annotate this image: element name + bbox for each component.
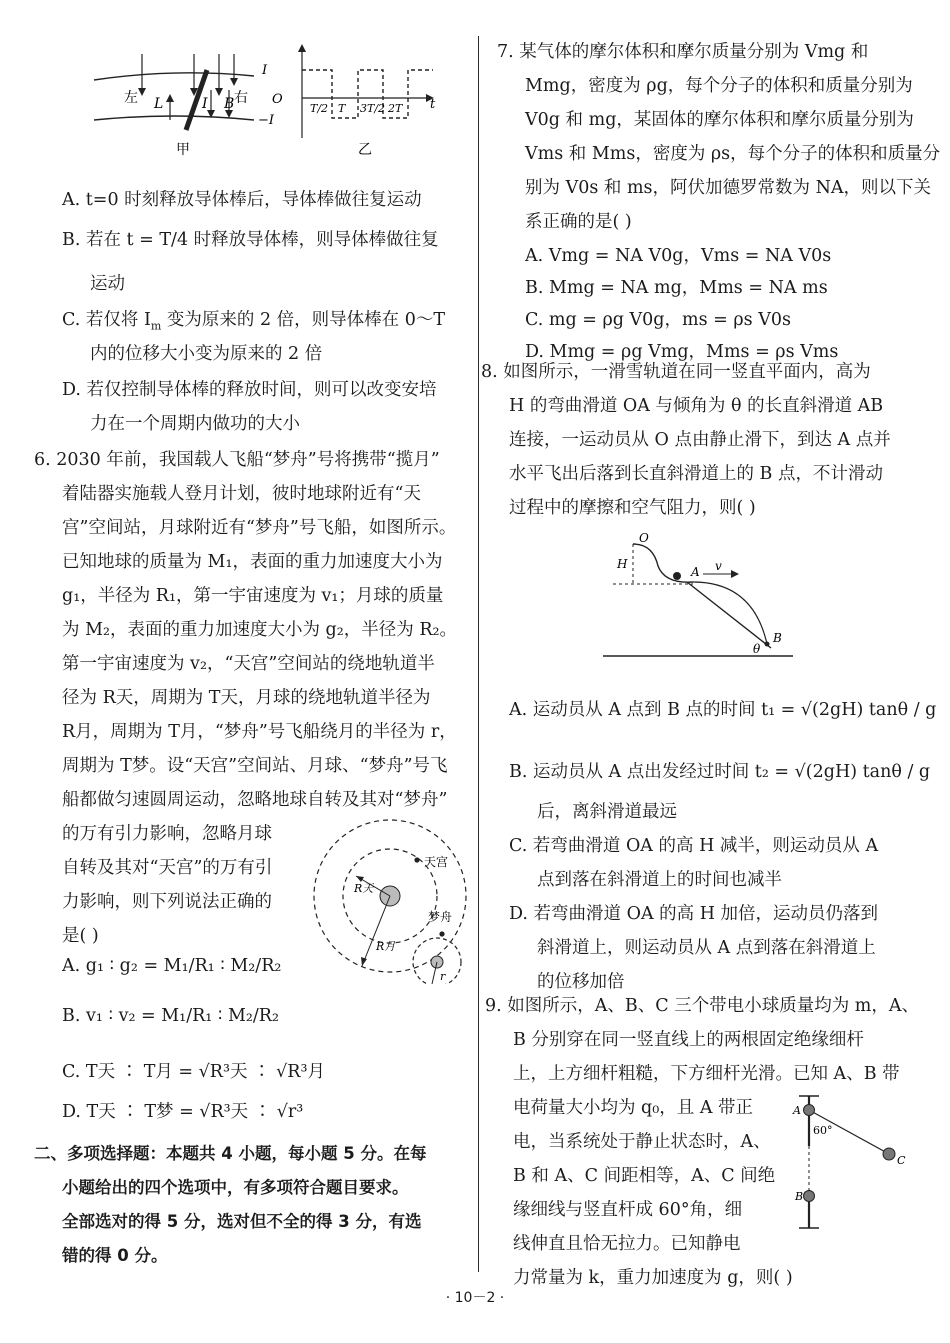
- q8-option-d: D. 若弯曲滑道 OA 的高 H 加倍，运动员仍落到: [509, 904, 879, 924]
- fig-right-label: 右: [234, 90, 248, 106]
- figure-yi-caption: 乙: [358, 142, 372, 158]
- q7-line: 系正确的是( ): [525, 212, 632, 232]
- q5-option-d: D. 若仅控制导体棒的释放时间，则可以改变安培: [62, 380, 437, 400]
- axis-Im: I: [262, 63, 268, 78]
- q5-options: [62, 184, 472, 442]
- q6-line: 周期为 T梦。设“天宫”空间站、月球、“梦舟”号飞: [62, 756, 448, 776]
- orbit-label-Rtian: R天: [354, 882, 374, 895]
- q7-option-a: A. Vmg = NA V0g，Vms = NA V0s: [525, 246, 832, 266]
- charge-label-A: A: [793, 1104, 801, 1117]
- tick-T: T: [338, 102, 346, 115]
- ski-label-v: v: [715, 559, 722, 573]
- ski-label-H: H: [617, 557, 628, 571]
- ski-label-O: O: [639, 531, 649, 545]
- q6-line: 径为 R天，周期为 T天，月球的绕地轨道半径为: [62, 688, 431, 708]
- q5-option-c-part1: C. 若仅将 I: [62, 310, 151, 330]
- question-8: [481, 356, 927, 526]
- question-7: [497, 36, 941, 368]
- q6-option-c: C. T天 ∶ T月 = √R³天 ∶ √R³月: [62, 1062, 325, 1082]
- column-divider: [478, 36, 479, 1272]
- fig-I-label: I: [202, 96, 208, 112]
- q8-options: [509, 694, 937, 1000]
- q9-line: 电荷量大小均为 q₀，且 A 带正: [513, 1098, 754, 1118]
- q7-line: 7. 某气体的摩尔体积和摩尔质量分别为 Vmg 和: [497, 42, 869, 62]
- q7-option-d: D. Mmg = ρg Vmg，Mms = ρs Vms: [525, 342, 839, 362]
- axis-neg-Im: −I: [258, 113, 275, 128]
- q5-option-c-part2: 变为原来的 2 倍，则导体棒在 0～T: [166, 310, 446, 330]
- q8-line: 水平飞出后落到长直斜滑道上的 B 点，不计滑动: [509, 464, 883, 484]
- fig-L-label: L: [154, 96, 164, 112]
- q7-option-b: B. Mmg = NA mg，Mms = NA ms: [525, 278, 828, 298]
- q6-line: 是( ): [62, 926, 99, 946]
- q6-line: R月，周期为 T月，“梦舟”号飞船绕月的半径为 r，: [62, 722, 457, 742]
- section-2-line: 错的得 0 分。: [62, 1246, 168, 1265]
- q6-line: 着陆器实施载人登月计划，彼时地球附近有“天: [62, 484, 421, 504]
- q6-line: 为 M₂，表面的重力加速度大小为 g₂，半径为 R₂。: [62, 620, 458, 640]
- orbit-label-r: r: [440, 970, 446, 983]
- q6-line: 船都做匀速圆周运动，忽略地球自转及其对“梦舟”: [62, 790, 448, 810]
- q6-option-b: B. v₁ ∶ v₂ = M₁/R₁ ∶ M₂/R₂: [62, 1006, 279, 1026]
- orbit-label-mengzhou: 梦舟: [428, 910, 453, 924]
- q9-line: B 分别穿在同一竖直线上的两根固定绝缘细杆: [513, 1030, 864, 1050]
- q5-option-b: B. 若在 t = T/4 时释放导体棒，则导体棒做往复: [62, 230, 439, 250]
- q5-option-c: C. 若仅将 $I_m$ 变为原来的 2 倍，则导体棒在 0～T: [62, 310, 446, 333]
- q7-line: 别为 V0s 和 ms，阿伏加德罗常数为 NA，则以下关: [525, 178, 932, 198]
- q9-line: 9. 如图所示，A、B、C 三个带电小球质量均为 m，A、: [485, 996, 920, 1016]
- q5-option-c-cont: 内的位移大小变为原来的 2 倍: [90, 344, 323, 364]
- section-2-line: 全部选对的得 5 分，选对但不全的得 3 分，有选: [62, 1212, 422, 1231]
- q6-options: [62, 950, 362, 1136]
- section-2-line: 小题给出的四个选项中，有多项符合题目要求。: [62, 1178, 409, 1197]
- ski-label-B: B: [773, 631, 782, 645]
- q8-line: 过程中的摩擦和空气阻力，则( ): [509, 498, 756, 518]
- q9-line: 力常量为 k，重力加速度为 g，则( ): [513, 1268, 793, 1288]
- q9-line: 上，上方细杆粗糙，下方细杆光滑。已知 A、B 带: [513, 1064, 900, 1084]
- q6-option-a: A. g₁ ∶ g₂ = M₁/R₁ ∶ M₂/R₂: [62, 956, 282, 976]
- tick-2T: 2T: [388, 102, 403, 115]
- q6-line: g₁，半径为 R₁，第一宇宙速度为 v₁；月球的质量: [62, 586, 444, 606]
- tick-T2: T/2: [310, 102, 329, 115]
- q6-option-d: D. T天 ∶ T梦 = √R³天 ∶ √r³: [62, 1102, 304, 1122]
- axis-O: O: [272, 92, 283, 107]
- q9-line: 缘细线与竖直杆成 60°角，细: [513, 1200, 743, 1220]
- charge-angle: 60°: [813, 1124, 833, 1137]
- fig-left-label: 左: [124, 90, 138, 106]
- charge-label-B: B: [795, 1190, 804, 1203]
- q9-line: B 和 A、C 间距相等，A、C 间绝: [513, 1166, 776, 1186]
- figure-yi: [258, 42, 438, 160]
- q7-line: Mmg，密度为 ρg，每个分子的体积和质量分别为: [525, 76, 913, 96]
- page-number: · 10－2 ·: [445, 1290, 505, 1306]
- section-2-line: 二、多项选择题：本题共 4 小题，每小题 5 分。在每: [34, 1144, 427, 1163]
- q8-option-d-cont: 的位移加倍: [537, 972, 625, 992]
- q6-line: 已知地球的质量为 M₁，表面的重力加速度大小为: [62, 552, 443, 572]
- q8-option-c: C. 若弯曲滑道 OA 的高 H 减半，则运动员从 A: [509, 836, 879, 856]
- q6-line: 力影响，则下列说法正确的: [62, 892, 272, 912]
- fig-B-label: B: [224, 96, 235, 112]
- q8-option-d-cont: 斜滑道上，则运动员从 A 点到落在斜滑道上: [537, 938, 876, 958]
- q6-line: 第一宇宙速度为 v₂，“天宫”空间站的绕地轨道半: [62, 654, 435, 674]
- q8-line: 连接，一运动员从 O 点由静止滑下，到达 A 点并: [509, 430, 891, 450]
- orbit-label-Ryue: R月: [376, 940, 396, 953]
- q8-option-b: B. 运动员从 A 点出发经过时间 t₂ = √(2gH) tanθ / g: [509, 762, 931, 782]
- ski-figure: [603, 526, 803, 666]
- q8-option-b-cont: 后，离斜滑道最远: [537, 802, 677, 822]
- q7-option-c: C. mg = ρg V0g，ms = ρs V0s: [525, 310, 791, 330]
- charge-label-C: C: [897, 1154, 906, 1167]
- q5-option-d-cont: 力在一个周期内做功的大小: [90, 414, 300, 434]
- q7-line: V0g 和 mg，某固体的摩尔体积和摩尔质量分别为: [525, 110, 914, 130]
- q6-line: 的万有引力影响，忽略月球: [62, 824, 272, 844]
- q6-line: 6. 2030 年前，我国载人飞船“梦舟”号将携带“揽月”: [34, 450, 440, 470]
- axis-t: t: [430, 97, 436, 112]
- q7-line: Vms 和 Mms，密度为 ρs，每个分子的体积和质量分: [525, 144, 941, 164]
- tick-3T2: 3T/2: [360, 102, 386, 115]
- figure-jia-caption: 甲: [176, 142, 190, 158]
- q8-option-a: A. 运动员从 A 点到 B 点的时间 t₁ = √(2gH) tanθ / g: [509, 700, 937, 720]
- ski-label-A: A: [691, 565, 700, 579]
- q6-line: 宫”空间站，月球附近有“梦舟”号飞船，如图所示。: [62, 518, 457, 538]
- q9-line: 电，当系统处于静止状态时，A、: [513, 1132, 771, 1152]
- charges-figure: [791, 1090, 921, 1240]
- figure-jia: [84, 40, 264, 160]
- q5-option-a: A. t=0 时刻释放导体棒后，导体棒做往复运动: [62, 190, 422, 210]
- q6-line: 自转及其对“天宫”的万有引: [62, 858, 273, 878]
- section-2-heading: [34, 1138, 474, 1274]
- q8-line: 8. 如图所示，一滑雪轨道在同一竖直平面内，高为: [481, 362, 871, 382]
- q8-option-c-cont: 点到落在斜滑道上的时间也减半: [537, 870, 782, 890]
- q8-line: H 的弯曲滑道 OA 与倾角为 θ 的长直斜滑道 AB: [509, 396, 884, 416]
- q9-line: 线伸直且恰无拉力。已知静电: [513, 1234, 741, 1254]
- q5-option-b-cont: 运动: [90, 274, 125, 294]
- ski-label-theta: θ: [753, 642, 761, 656]
- orbit-label-tiangong: 天宫: [424, 855, 449, 869]
